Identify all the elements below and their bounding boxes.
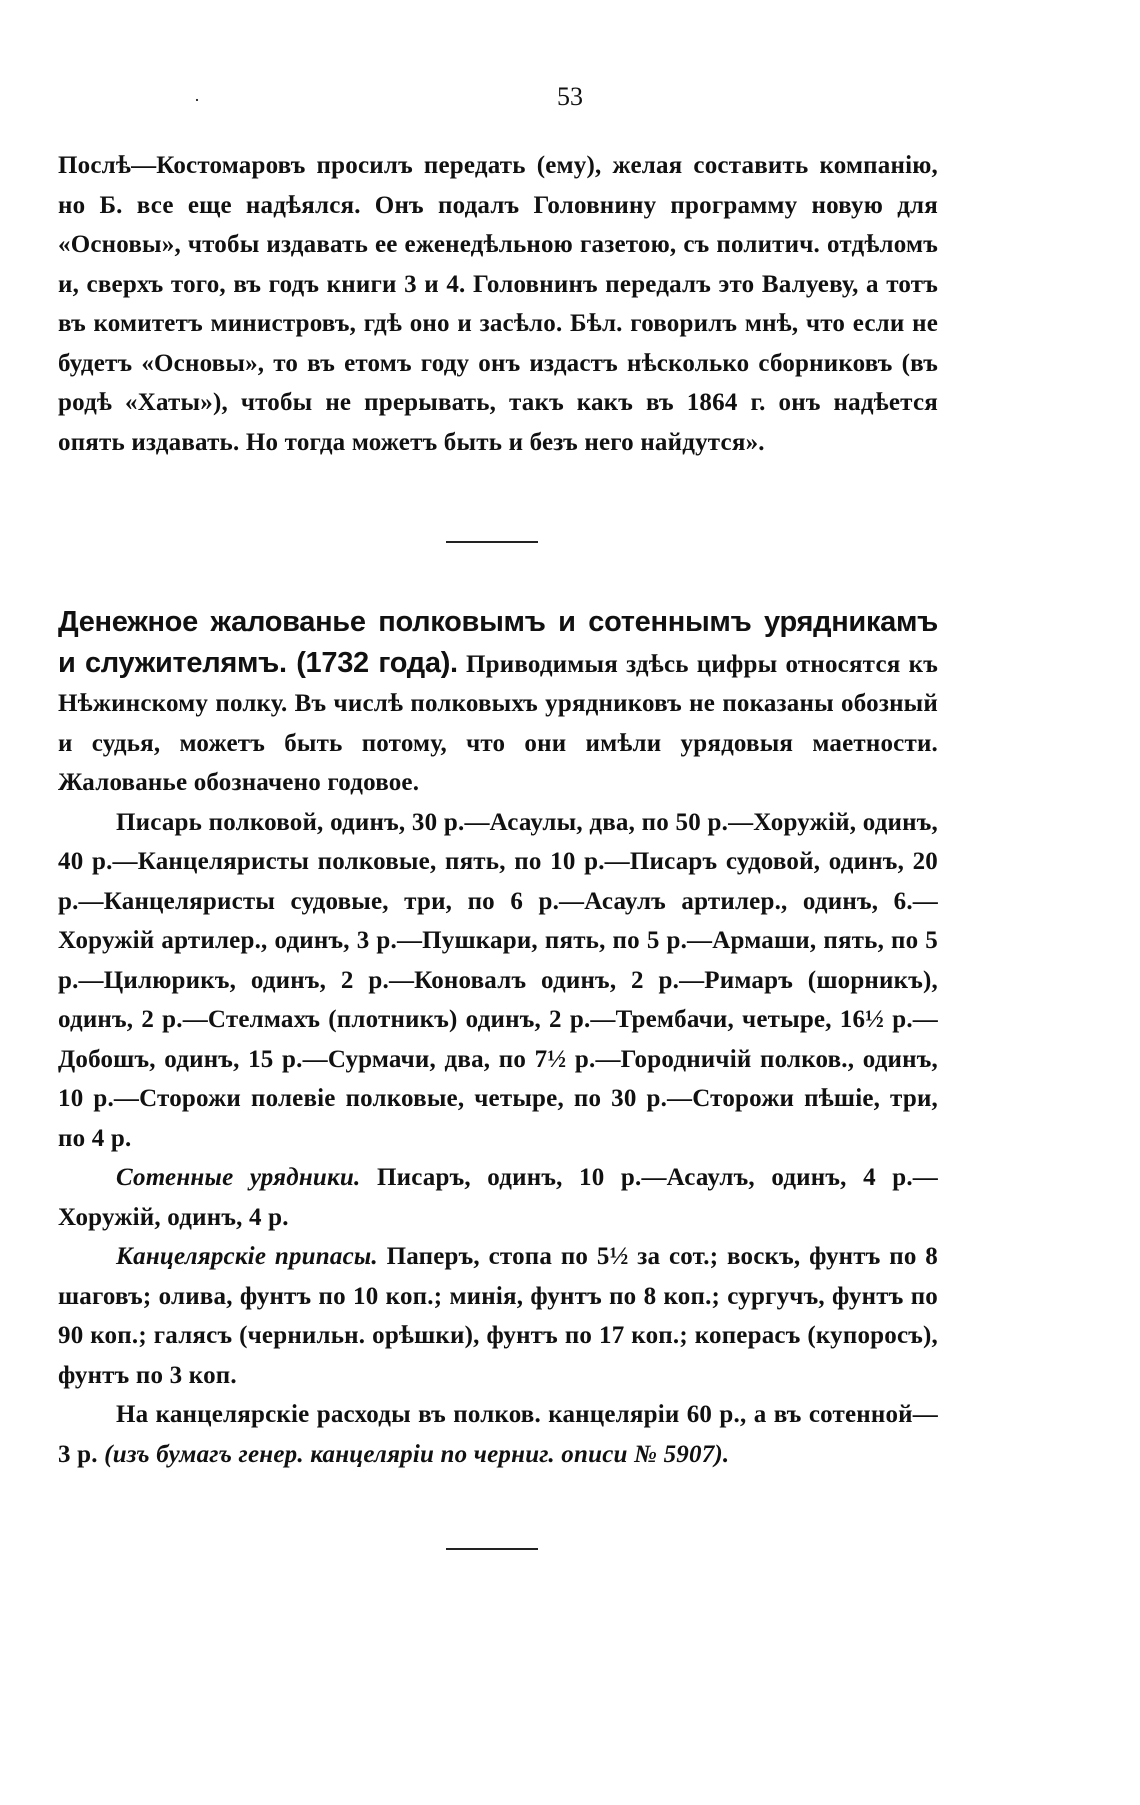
source-note: (изъ бумагъ генер. канцеляріи по черниг. описи № 5907).: [104, 1440, 730, 1468]
kantselyar-label: Канцелярскіе припасы.: [116, 1243, 378, 1270]
section-intro: Приводимыя здѣсь цифры относятся къ Нѣжинскому полку. Въ числѣ полковыхъ урядниковъ не показаны обозный и судья, можетъ быть потому, что они имѣли урядовыя маетности. Жалованье обозначено годовое.: [58, 650, 938, 796]
section-heading: Денежное жалованье полковымъ и сотеннымъ урядникамъ и служителямъ. (1732 года).: [58, 606, 938, 679]
expenses-text: На канцелярскіе расходы въ полков. канцеляріи 60 р., а въ сотенной—3 р.: [58, 1401, 938, 1468]
salary-list: Писарь полковой, одинъ, 30 р.—Асаулы, два, по 50 р.—Хоружій, одинъ, 40 р.—Канцеляристы полковые, пять, по 10 р.—Писаръ судовой, одинъ, 20 р.—Канцеляристы судовые, три, по 6 р.—Асаулъ артилер., одинъ, 6.—Хоружій артилер., одинъ, 3 р.—Пушкари, пять, по 5 р.—Армаши, пять, по 5 р.—Цилюрикъ, одинъ, 2 р.—Коновалъ одинъ, 2 р.—Римаръ (шорникъ), одинъ, 2 р.—Стелмахъ (плотникъ) одинъ, 2 р.—Трембачи, четыре, 16½ р.—Добошъ, одинъ, 15 р.—Сурмачи, два, по 7½ р.—Городничій полков., одинъ, 10 р.—Сторожи полевіе полковые, четыре, по 30 р.—Сторожи пѣшіе, три, по 4 р.: [58, 808, 938, 1152]
kantselyar-text: Паперъ, стопа по 5½ за сот.; воскъ, фунтъ по 8 шаговъ; олива, фунтъ по 10 коп.; минія, фунтъ по 8 коп.; сургучъ, фунтъ по 90 коп.; галясъ (чернильн. орѣшки), фунтъ по 17 коп.; коперасъ (купоросъ), фунтъ по 3 коп.: [58, 1243, 938, 1389]
paragraph-kostomarov-text: Послѣ—Костомаровъ просилъ передать (ему), желая составить компанію, но Б. все еще надѣялся. Онъ подалъ Головнину программу новую для «Основы», чтобы издавать ее еженедѣльною газетою, съ политич. отдѣломъ и, сверхъ того, въ годъ книги 3 и 4. Головнинъ передалъ это Валуеву, а тотъ въ комитетъ министровъ, гдѣ оно и засѣло. Бѣл. говорилъ мнѣ, что если не будетъ «Основы», то въ етомъ году онъ издастъ нѣсколько сборниковъ (въ родѣ «Хаты»), чтобы не прерывать, такъ какъ въ 1864 г. онъ надѣется опять издавать. Но тогда можетъ быть и безъ него найдутся».: [58, 152, 938, 456]
sotennye-text: Писаръ, одинъ, 10 р.—Асаулъ, одинъ, 4 р.—Хоружій, одинъ, 4 р.: [58, 1164, 939, 1231]
sotennye-paragraph: [58, 1158, 938, 1237]
section-divider: [446, 541, 538, 543]
end-divider: [446, 1548, 538, 1550]
page-number: 53: [557, 82, 583, 111]
salary-section: [58, 603, 938, 1474]
kantselyar-paragraph: [58, 1237, 938, 1395]
expenses-paragraph: [58, 1395, 938, 1474]
paragraph-kostomarov: [58, 146, 938, 462]
page-dot: ·: [194, 90, 200, 110]
sotennye-label: Сотенные урядники.: [116, 1164, 361, 1191]
